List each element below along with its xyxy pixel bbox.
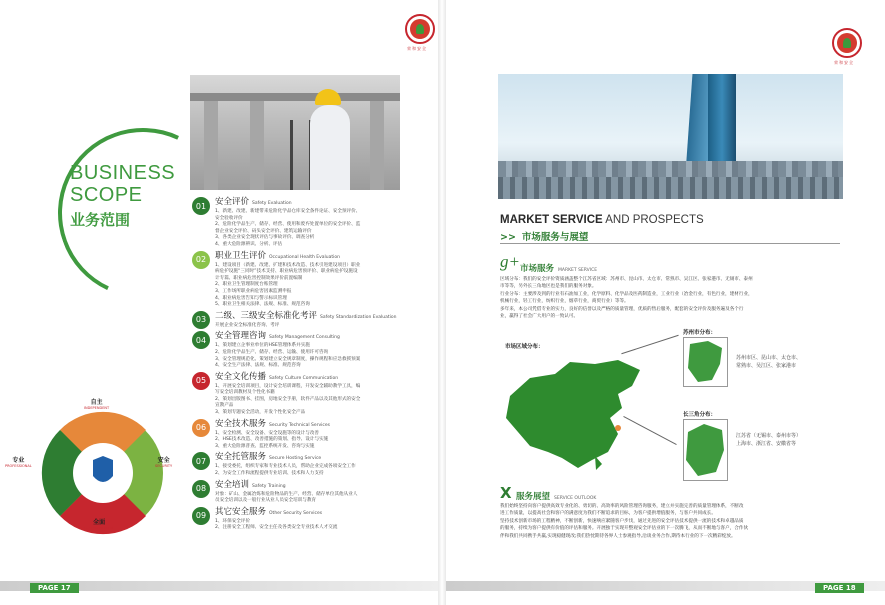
item-number-badge: 07: [192, 452, 210, 470]
item-title-cn: 安全文化传播: [215, 371, 267, 382]
paragraph-line: 多年来，本公司凭借专业的实力，良好的信誉以及严格的质量管理，优质的售后服务，配套的安全评价及服务遍及各个行: [500, 306, 744, 312]
item-number-badge: 06: [192, 419, 210, 437]
paragraph-line: 行业分布：主要涉及到的行业有石油加工业，化学原料、化学品及医药制造业，工业行业（冶金行业，有色行业，建材行业，: [500, 291, 753, 297]
paragraph-line: 坚持技术创新市场的工程精神，不断创新，快速响应紧随客户步伐，通过先进的安全评估技术提供一流的技术和卓越品质: [500, 518, 744, 524]
item-title-cn: 二级、三级安全标准化考评: [215, 310, 318, 321]
item-detail-line: 开展企业安全标准化咨询、考评: [215, 322, 280, 328]
outlook-heading: 服务展望 SERVICE OUTLOOK: [516, 492, 597, 502]
jiangsu-marker: [615, 425, 621, 431]
yrd-inset: [683, 419, 728, 481]
title-line-1: BUSINESS: [70, 162, 176, 184]
item-title-en: Safety Standardization Evaluation: [320, 314, 397, 320]
item-body: [215, 480, 437, 505]
left-page: [0, 0, 440, 605]
page-number-right: PAGE 18: [815, 583, 864, 593]
item-detail-line: 3、重大危险源普查、监控系统开发、咨询与实施: [215, 443, 315, 449]
item-body: [215, 197, 437, 249]
item-detail-line: 2、职业卫生管理制度台账管理: [215, 282, 278, 288]
service-item: [192, 311, 437, 330]
item-title-cn: 安全托管服务: [215, 452, 267, 463]
item-detail-line: 2、为安全工作和流程提供专业培训、技术和人力支持: [215, 471, 324, 477]
paragraph-line: 机械行业，轻工行业，纺织行业，烟草行业，商贸行业）等等。: [500, 299, 629, 305]
market-service-text: [500, 276, 840, 320]
item-detail-line: 5、职业卫生相关法律、法规、标准、规范咨询: [215, 302, 310, 308]
item-detail-line: 宣教产品: [215, 403, 234, 409]
item-number-badge: 08: [192, 480, 210, 498]
item-detail-line: 3、安全管理规范化、策划建立安全规章制度，操作规程和应急救援预案: [215, 356, 361, 362]
item-title-en: Other Security Services: [269, 510, 323, 516]
item-body: [215, 419, 437, 451]
item-detail-line: 对象：矿山、金属冶炼和危险物品的生产、经营、储存单位其他从业人: [215, 491, 358, 497]
item-detail-line: 2、危险化学品生产、储存、经营、使用和废弃处置单位的安全评价、监: [215, 222, 361, 228]
item-detail-line: 2、策划出版图书、挂图，房地安全手册，软件产品以及其他形式的安全: [215, 396, 361, 402]
item-number-badge: 09: [192, 507, 210, 525]
service-item: [192, 480, 437, 505]
item-title-en: Safety Training: [252, 483, 286, 489]
item-title-cn: 安全管理咨询: [215, 331, 267, 342]
item-title-cn: 安全培训: [215, 479, 250, 490]
leader-line-suzhou: [621, 335, 678, 354]
item-detail-line: 1、策划建立企事业单位的HSE管理体系并实施: [215, 343, 310, 349]
item-detail-line: 1、接受委托，组织专家和专业技术人员，帮助企业完成各项安全工作: [215, 464, 356, 470]
item-title-cn: 安全评价: [215, 197, 250, 207]
item-title-en: Safety Evaluation: [252, 201, 292, 206]
item-number-badge: 02: [192, 251, 210, 269]
service-item: [192, 372, 437, 417]
item-number-badge: 04: [192, 331, 210, 349]
item-detail-line: 2、危险化学品生产、储存、经营、运输、使用许可咨询: [215, 349, 329, 355]
page-gutter: [438, 0, 446, 605]
market-service-heading: 市场服务 MARKET SERVICE: [520, 264, 598, 274]
g-plus-icon: g+: [500, 252, 520, 271]
item-detail-line: 4、重大危险源辨识、分析、评估: [215, 241, 283, 247]
suzhou-cities: 苏州市区、昆山市、太仓市、 常熟市、吴江区、张家港市: [736, 355, 802, 369]
china-shape: [506, 360, 640, 468]
yrd-cities: 江苏省（无锡市、泰州市等） 上海市、浙江省、安徽省等: [736, 433, 802, 447]
item-detail-line: 3、各类企业安全现状评估与事故评价、调查分析: [215, 235, 315, 241]
paragraph-line: 的服务，持续为客户提供有价值的评估和服务。开展独于实现开整观安全评估业的下一次腾飞，从而不断地与客户，合作伙: [500, 526, 749, 532]
item-title: [215, 251, 437, 263]
page-number: PAGE 17: [30, 583, 79, 593]
x-icon: X: [500, 484, 512, 502]
item-title: [215, 419, 437, 431]
item-detail-line: 计专篇、职业病危害控制效果评价前置编制: [215, 275, 303, 281]
item-detail-line: 3、策划专题安全活动，开发个性化安全产品: [215, 410, 306, 416]
item-detail-line: 3、工作场所职业病危害因素监测申报: [215, 288, 292, 294]
suzhou-map: [684, 338, 727, 386]
item-detail-line: 2、注册安全工程师、安全主任及各类安全专业技术人才交流: [215, 525, 338, 531]
paragraph-line: 市等等，另外长三角地区也是我们的服务对象。: [500, 284, 597, 290]
item-detail-line: 写安全培训教材及个性化书籍: [215, 390, 275, 396]
paragraph-line: 业，赢得了社会广大用户的一致认可。: [500, 314, 579, 320]
wheel-label-right: 安全 SECURITY: [155, 457, 173, 468]
item-detail-line: 1、建设项目（新建、改建、扩建和技术改造、技术引进建设项目）职业: [215, 262, 361, 268]
paragraph-line: 我们始终坚持向客户提供高效专业化的、勇切的、高效率的风险管理咨询服务，建立并实施完善的质量管理体系，不断改: [500, 504, 744, 509]
company-logo: [405, 14, 435, 44]
suzhou-label: 苏州市分布：: [683, 330, 717, 336]
item-title: [215, 480, 437, 492]
service-item: [192, 251, 437, 309]
item-detail-line: 4、安全生产法律、法规、标准、规范咨询: [215, 363, 301, 369]
item-body: [215, 331, 437, 369]
item-detail-line: 员安全培训以及一般行业从业人员安全培训与教育: [215, 498, 317, 504]
item-title-en: Secure Hosting Service: [269, 456, 322, 462]
item-number-badge: 01: [192, 197, 210, 215]
item-title: [215, 197, 437, 209]
city-tower-photo: [498, 74, 843, 199]
item-title-cn: 职业卫生评价: [215, 250, 267, 261]
section-rule: [500, 243, 840, 244]
suzhou-inset: [683, 337, 728, 387]
item-body: [215, 452, 437, 477]
outlook-text: [500, 503, 840, 540]
item-title-en: Security Technical Services: [269, 422, 330, 428]
wheel-label-top: 自主 INDEPENDENT: [84, 399, 110, 410]
wheel-label-left: 专业 PROFESSIONAL: [5, 457, 32, 468]
item-title-cn: 安全技术服务: [215, 418, 267, 429]
company-logo-right: [832, 28, 862, 58]
market-service-subtitle: >> 市场服务与展望: [500, 232, 589, 243]
shield-icon: [93, 456, 113, 482]
item-title-en: Safety Culture Communication: [269, 375, 339, 381]
item-number-badge: 05: [192, 372, 210, 390]
item-title: [215, 452, 437, 464]
item-title: [215, 331, 437, 343]
market-service-title: MARKET SERVICE AND PROSPECTS: [500, 214, 704, 226]
service-item: [192, 331, 437, 369]
item-number-badge: 03: [192, 311, 210, 329]
wheel-label-bottom: 全面 COMPREHENSIVE: [84, 519, 115, 530]
logo-caption: 荣和安全: [407, 46, 427, 51]
service-item: [192, 419, 437, 451]
item-detail-line: 督企业安全评价、码头安全评价、建筑运输评价: [215, 228, 312, 234]
item-detail-line: 1、安全检测、安全设备、安全设施等的设计与改善: [215, 430, 319, 436]
surveyor-photo: [190, 75, 400, 190]
item-title: [215, 372, 437, 384]
item-title-en: Occupational Health Evaluation: [269, 254, 340, 260]
item-detail-line: 1、新建、改建、新建带来危险化学品仓库安全条件论证、安全预评价、: [215, 209, 361, 214]
item-title: [215, 507, 437, 519]
item-body: [215, 251, 437, 309]
service-item: [192, 507, 437, 532]
service-item: [192, 452, 437, 477]
business-scope-title: [70, 162, 175, 206]
item-body: [215, 372, 437, 417]
business-scope-cn: 业务范围: [70, 211, 131, 229]
hainan-shape: [595, 456, 602, 470]
item-title: [215, 311, 437, 323]
paragraph-line: 区域分布：我们的安全评价资质涵盖整个江苏省区域：苏州市、昆山市、太仓市、常熟市、吴江区、张家港市、无锡市、泰州: [500, 277, 753, 282]
item-body: [215, 311, 437, 330]
service-list: [192, 197, 437, 534]
item-body: [215, 507, 437, 532]
item-title-cn: 其它安全服务: [215, 506, 267, 517]
paragraph-line: 进工作质量，以提高社会和客户的满意度为我们不断追求的目标，为客户提供增值服务，与客户共同成长。: [500, 511, 716, 517]
item-detail-line: 1、环保安全评价: [215, 518, 251, 524]
logo-caption-right: 荣和安全: [834, 60, 854, 65]
item-detail-line: 1、开展安全培训项目，设计安全培训课程，开发安全辅助教学工具，编: [215, 383, 361, 389]
item-title-en: Safety Management Consulting: [269, 335, 340, 341]
map-region-label: 市场区域分布：: [505, 344, 544, 350]
yrd-label: 长三角分布：: [683, 412, 717, 418]
service-item: [192, 197, 437, 249]
item-detail-line: 2、HSE技术改造、改善措施的策划、指导、设计与实施: [215, 437, 329, 443]
item-detail-line: 病危护设施“三同时”技术支持、职业病危害预评价、职业病危护设施设: [215, 269, 358, 275]
item-detail-line: 4、职业病危害告知与警示标识管理: [215, 295, 287, 301]
paragraph-line: 伴和我们共同携手共赢,实现稳健现改;我们热忱期待各界人士参观指导,洽谈业务合作,期待本行业的下一次精彩绽放。: [500, 533, 736, 539]
title-line-2: SCOPE: [70, 184, 143, 206]
item-detail-line: 安全验收评价: [215, 215, 243, 221]
yrd-map: [684, 420, 727, 480]
